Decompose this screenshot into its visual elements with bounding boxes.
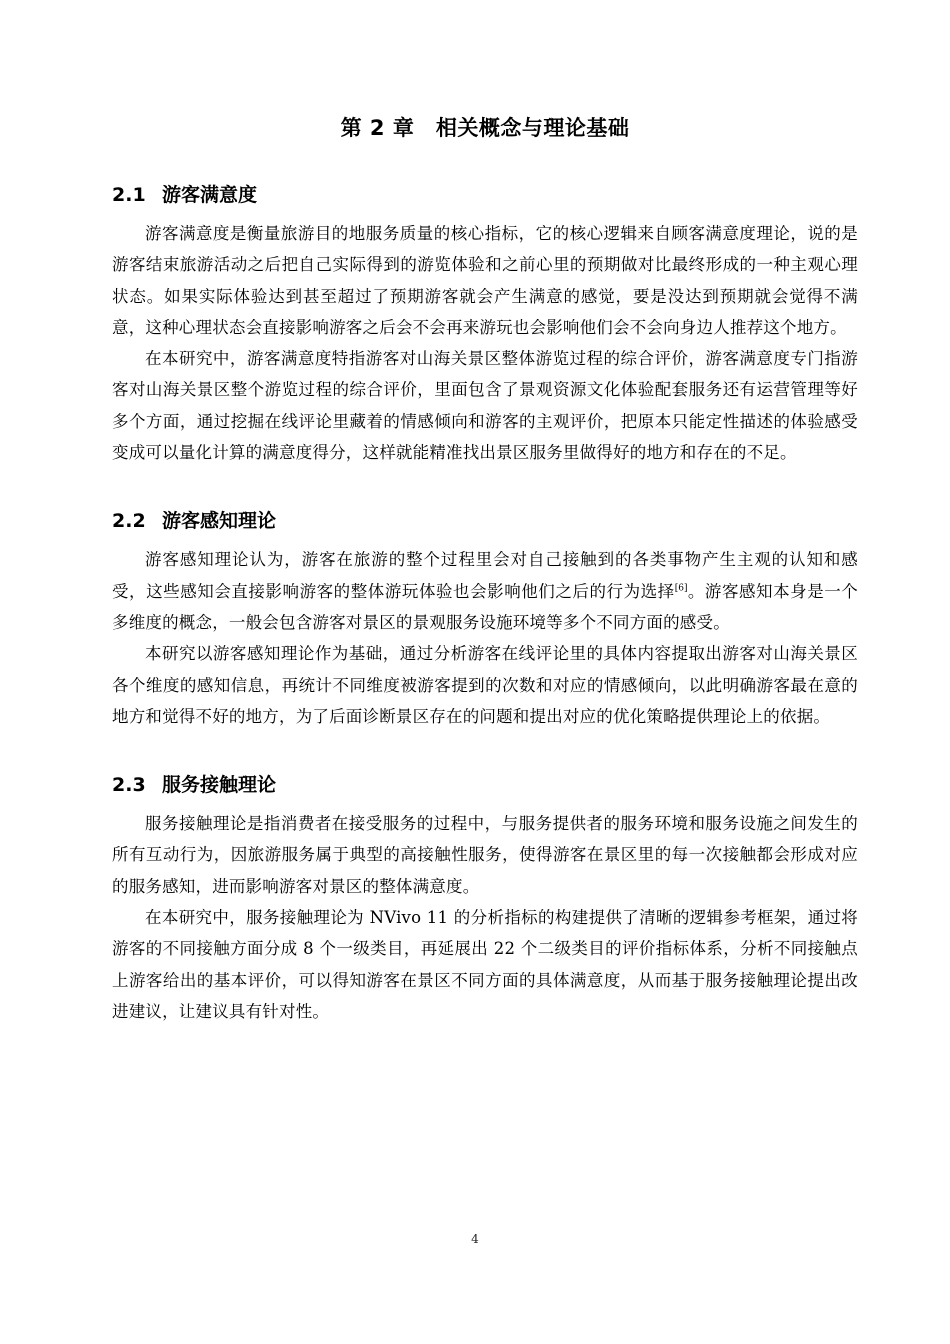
section-title: 游客感知理论 [162, 510, 277, 533]
section-2-1 [112, 180, 858, 468]
section-heading [112, 770, 858, 800]
paragraph: 在本研究中，游客满意度特指游客对山海关景区整体游览过程的综合评价，游客满意度专门指游客对山海关景区整个游览过程的综合评价，里面包含了景观资源文化体验配套服务还有运营管理等好多个方面，通过挖掘在线评论里藏着的情感倾向和游客的主观评价，把原本只能定性描述的体验感受变成可以量化计算的满意度得分，这样就能精准找出景区服务里做得好的地方和存在的不足。 [112, 349, 858, 463]
citation-marker[interactable]: [6] [674, 583, 688, 594]
paragraph: 服务接触理论是指消费者在接受服务的过程中，与服务提供者的服务环境和服务设施之间发生的所有互动行为，因旅游服务属于典型的高接触性服务，使得游客在景区里的每一次接触都会形成对应的服务感知，进而影响游客对景区的整体满意度。 [112, 814, 858, 896]
paragraph: 本研究以游客感知理论作为基础，通过分析游客在线评论里的具体内容提取出游客对山海关景区各个维度的感知信息，再统计不同维度被游客提到的次数和对应的情感倾向，以此明确游客最在意的地方和觉得不好的地方，为了后面诊断景区存在的问题和提出对应的优化策略提供理论上的依据。 [112, 644, 858, 726]
section-heading [112, 180, 858, 210]
section-gap [112, 732, 858, 770]
paragraph: 游客满意度是衡量旅游目的地服务质量的核心指标，它的核心逻辑来自顾客满意度理论，说的是游客结束旅游活动之后把自己实际得到的游览体验和之前心里的预期做对比最终形成的一种主观心理状态。如果实际体验达到甚至超过了预期游客就会产生满意的感觉，要是没达到预期就会觉得不满意，这种心理状态会直接影响游客之后会不会再来游玩也会影响他们会不会向身边人推荐这个地方。 [112, 224, 858, 337]
section-2-3 [112, 770, 858, 1027]
paragraph-text: 游客感知理论认为，游客在旅游的整个过程里会对自己接触到的各类事物产生主观的认知和感受，这些感知会直接影响游客的整体游玩体验也会影响他们之后的行为选择 [112, 550, 858, 601]
page-number: 4 [471, 1232, 479, 1246]
chapter-title: 第 2 章 相关概念与理论基础 [340, 116, 630, 140]
section-title: 游客满意度 [162, 184, 258, 206]
section-number: 2.2 [112, 510, 146, 533]
section-heading [112, 506, 858, 536]
section-gap [112, 468, 858, 506]
paragraph-text: 。游客感知本身是一个多维度的概念，一般会包含游客对景区的景观服务设施环境等多个不同方面的感受。 [112, 581, 859, 632]
section-number: 2.1 [112, 184, 146, 206]
section-title: 服务接触理论 [162, 774, 277, 797]
section-number: 2.3 [112, 774, 146, 797]
paragraph-with-citation [112, 544, 858, 638]
section-2-2 [112, 506, 858, 732]
paragraph: 在本研究中，服务接触理论为 NVivo 11 的分析指标的构建提供了清晰的逻辑参考框架，通过将游客的不同接触方面分成 8 个一级类目，再延展出 22 个二级类目的评价指标体系，分析不同接触点上游客给出的基本评价，可以得知游客在景区不同方面的具体满意度，从而基于服务接触理论提出改进建议，让建议具有针对性。 [112, 908, 858, 1021]
